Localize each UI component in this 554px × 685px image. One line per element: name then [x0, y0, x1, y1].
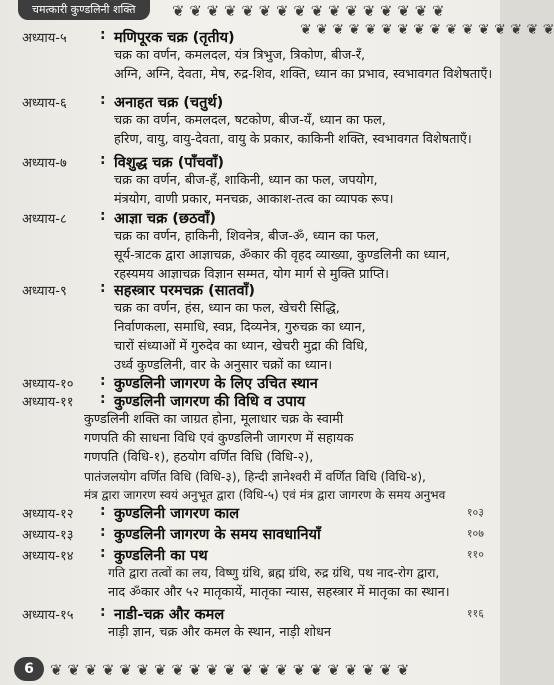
chapter-title: अनाहत चक्र (चतुर्थ) [114, 95, 224, 111]
chapter-label: अध्याय-१४ [22, 549, 74, 564]
chapter-title: कुण्डलिनी जागरण की विधि व उपाय [114, 394, 306, 410]
topic-line: नाड़ी ज्ञान, चक्र और कमल के स्थान, नाड़ी शोधन [108, 625, 332, 640]
topic-line: गणपति की साधना विधि एवं कुण्डलिनी जागरण में सहायक [84, 431, 354, 446]
toc-entry [0, 92, 500, 149]
chapter-label: अध्याय-१३ [22, 528, 74, 543]
chapter-title: कुण्डलिनी जागरण के समय सावधानियाँ [114, 527, 321, 543]
page-ref: १०३ [466, 506, 484, 519]
topic-line: निर्वाणकला, समाधि, स्वप्न, दिव्यनेत्र, गुरुचक्र का ध्यान, [114, 320, 366, 335]
chapter-label: अध्याय-११ [22, 395, 74, 410]
toc-entry [0, 27, 500, 84]
chapter-label: अध्याय-१२ [22, 507, 74, 522]
separator-colon: : [100, 503, 106, 519]
chapter-title: सहस्त्रार परमचक्र (सातवाँ) [114, 283, 256, 299]
chapter-title: नाडी-चक्र और कमल [114, 607, 225, 623]
chapter-label: अध्याय-१५ [22, 608, 74, 623]
chapter-title: कुण्डलिनी का पथ [114, 548, 208, 564]
header-ornament-lower: ❦ ❦ ❦ ❦ ❦ ❦ ❦ ❦ ❦ ❦ ❦ ❦ ❦ ❦ ❦ ❦ [300, 22, 554, 38]
topic-line: चक्र का वर्णन, हाकिनी, शिवनेत्र, बीज-ॐ, ध्यान का फल, [114, 229, 380, 244]
separator-colon: : [100, 373, 106, 389]
toc-entry [0, 208, 500, 284]
topic-line: पातंजलयोग वर्णित विधि (विधि-३), हिन्दी ज्ञानेश्वरी में वर्णित विधि (विधि-४), [84, 469, 426, 484]
separator-colon: : [100, 524, 106, 540]
chapter-title: कुण्डलिनी जागरण के लिए उचित स्थान [114, 376, 318, 392]
toc-entry [0, 524, 500, 543]
topic-line: हरिण, वायु, वायु-देवता, वायु के प्रकार, काकिनी शक्ति, स्वभावगत विशेषताएँ। [114, 132, 472, 147]
header-ornament: ❦ ❦ ❦ ❦ ❦ ❦ ❦ ❦ ❦ ❦ ❦ ❦ ❦ ❦ ❦ ❦ [172, 2, 445, 20]
topic-line: चक्र का वर्णन, कमलदल, यंत्र त्रिभुज, त्रिकोण, बीज-रँ, [114, 48, 366, 63]
chapter-label: अध्याय-८ [22, 212, 67, 227]
chapter-label: अध्याय-९ [22, 284, 67, 299]
topic-line: चारों संध्याओं में गुरुदेव का ध्यान, खेचरी मुद्रा की विधि, [114, 339, 368, 354]
toc-entry [0, 280, 500, 375]
chapter-title: कुण्डलिनी जागरण काल [114, 506, 240, 522]
chapter-label: अध्याय-५ [22, 31, 67, 46]
footer-ornament: ❦ ❦ ❦ ❦ ❦ ❦ ❦ ❦ ❦ ❦ ❦ ❦ ❦ ❦ ❦ ❦ ❦ ❦ ❦ ❦ ❦ [50, 661, 410, 679]
topic-line: उर्ध्व कुण्डलिनी, वार के अनुसार चक्रों का ध्यान। [114, 358, 333, 373]
page-number-badge: 6 [14, 657, 44, 681]
toc-entry [0, 503, 500, 522]
separator-colon: : [100, 280, 106, 296]
topic-line: चक्र का वर्णन, हंस, ध्यान का फल, खेचरी सिद्धि, [114, 301, 340, 316]
page-ref: ११० [466, 548, 484, 561]
chapter-label: अध्याय-१० [22, 377, 74, 392]
page-ref: ११६ [466, 607, 484, 620]
separator-colon: : [100, 391, 106, 407]
topic-line: गणपति (विधि-१), हठयोग वर्णित विधि (विधि-२), [84, 450, 314, 465]
chapter-title: आज्ञा चक्र (छठवाँ) [114, 211, 216, 227]
separator-colon: : [100, 152, 106, 168]
page-ref: १०७ [466, 527, 484, 540]
toc-entry [0, 391, 500, 505]
toc-entry [0, 545, 500, 602]
toc-entry [0, 373, 500, 392]
chapter-title: विशुद्ध चक्र (पाँचवाँ) [114, 155, 224, 171]
topic-line: नाद ॐकार और ५२ मातृकायें, मातृका न्यास, सहस्त्रार में मातृका का स्थान। [108, 585, 450, 600]
separator-colon: : [100, 208, 106, 224]
separator-colon: : [100, 545, 106, 561]
topic-line: कुण्डलिनी शक्ति का जाग्रत होना, मूलाधार चक्र के स्वामी [84, 412, 344, 427]
separator-colon: : [100, 604, 106, 620]
chapter-title: मणिपूरक चक्र (तृतीय) [114, 30, 235, 46]
running-header: चमत्कारी कुण्डलिनी शक्ति [18, 0, 150, 20]
topic-line: मंत्र द्वारा जागरण स्वयं अनुभूत द्वारा (विधि-५) एवं मंत्र द्वारा जागरण के समय अनुभव [84, 488, 446, 502]
toc-entry [0, 152, 500, 209]
topic-line: सूर्य-त्राटक द्वारा आज्ञाचक्र, ॐकार की वृहद व्याख्या, कुण्डलिनी का ध्यान, [114, 248, 451, 263]
toc-entry [0, 604, 500, 642]
topic-line: रहस्यमय आज्ञाचक्र विज्ञान सम्मत, योग मार्ग से मुक्ति प्राप्ति। [114, 267, 390, 282]
topic-line: मंत्रयोग, वाणी प्रकार, मनचक्र, आकाश-तत्व का व्यापक रूप। [114, 192, 394, 207]
chapter-label: अध्याय-६ [22, 96, 67, 111]
topic-line: अग्नि, अग्नि, देवता, मेष, रुद्र-शिव, शक्ति, ध्यान का प्रभाव, स्वभावगत विशेषताएँ। [114, 67, 493, 82]
separator-colon: : [100, 92, 106, 108]
separator-colon: : [100, 27, 106, 43]
topic-line: चक्र का वर्णन, कमलदल, षटकोण, बीज-यँ, ध्यान का फल, [114, 113, 386, 128]
chapter-label: अध्याय-७ [22, 156, 67, 171]
topic-line: चक्र का वर्णन, बीज-हँ, शाकिनी, ध्यान का फल, जपयोग, [114, 173, 378, 188]
topic-line: गति द्वारा तत्वों का लय, विष्णु ग्रंथि, ब्रह्म ग्रंथि, रुद्र ग्रंथि, पथ नाद-रोग द्वारा, [108, 566, 440, 580]
